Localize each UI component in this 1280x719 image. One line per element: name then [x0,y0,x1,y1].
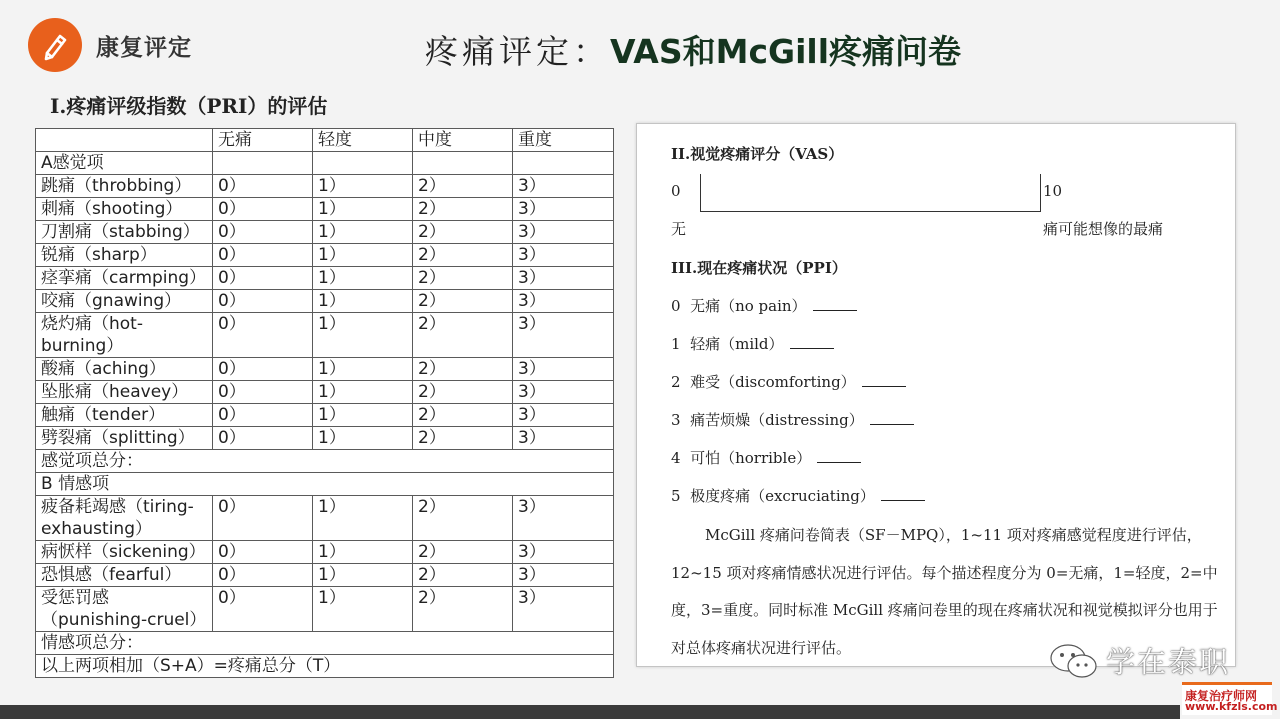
vas-max-label: 痛可能想像的最痛 [1043,220,1164,238]
site-badge [1182,682,1278,715]
ppi-item: 4 可怕（horrible） [671,447,861,468]
section-row [36,473,614,496]
score-cell: 2） [413,313,513,358]
answer-blank [870,424,914,425]
score-cell: 3） [513,496,614,541]
descriptor-cell: 触痛（tender） [36,404,213,427]
descriptor-cell: 痉挛痛（carmping） [36,267,213,290]
score-cell: 3） [513,358,614,381]
descriptor-cell: 跳痛（throbbing） [36,175,213,198]
score-cell: 2） [413,381,513,404]
header-cell: 轻度 [313,129,413,152]
table-row [36,541,614,564]
score-cell: 0） [213,175,313,198]
bottom-bar [0,705,1180,719]
score-cell: 0） [213,358,313,381]
pri-table [35,128,614,678]
header-cell: 重度 [513,129,614,152]
sensory-total: 感觉项总分： [36,450,614,473]
score-cell: 2） [413,198,513,221]
score-cell: 1） [313,427,413,450]
descriptor-cell: 锐痛（sharp） [36,244,213,267]
ppi-item: 0 无痛（no pain） [671,295,857,316]
vas-scale-start [700,174,701,212]
descriptor-cell: 坠胀痛（heavey） [36,381,213,404]
score-cell: 2） [413,244,513,267]
score-cell: 2） [413,427,513,450]
pencil-icon [28,18,82,72]
vas-min-value: 0 [671,182,681,200]
score-cell: 1） [313,198,413,221]
vas-scale-line [700,211,1041,212]
table-row [36,381,614,404]
descriptor-cell: 咬痛（gnawing） [36,290,213,313]
header-cell [36,129,213,152]
score-cell: 3） [513,564,614,587]
brand-logo [28,18,192,72]
score-cell: 0） [213,290,313,313]
score-cell: 0） [213,496,313,541]
score-cell: 2） [413,564,513,587]
section-label-affective: B 情感项 [36,473,614,496]
table-row [36,175,614,198]
answer-blank [790,348,834,349]
page-title [425,26,961,73]
score-cell: 2） [413,358,513,381]
watermark-text: 学在泰职 [1106,645,1231,679]
brand-name: 康复评定 [96,34,192,61]
section-subtitle: Ⅰ.疼痛评级指数（PRI）的评估 [50,94,328,118]
ppi-item: 2 难受（discomforting） [671,371,906,392]
ppi-title: III.现在疼痛状况（PPI） [671,259,847,277]
vas-max-value: 10 [1043,182,1063,200]
score-cell: 2） [413,404,513,427]
score-cell: 1） [313,587,413,632]
score-cell: 3） [513,221,614,244]
badge-title: 康复治疗师网 [1185,689,1258,703]
score-cell: 1） [313,267,413,290]
descriptor-cell: 酸痛（aching） [36,358,213,381]
score-cell: 1） [313,381,413,404]
descriptor-cell: 劈裂痛（splitting） [36,427,213,450]
descriptor-cell: 恐惧感（fearful） [36,564,213,587]
score-cell: 2） [413,496,513,541]
answer-blank [862,386,906,387]
page-title-main: VAS和McGill疼痛问卷 [610,32,962,71]
score-cell: 3） [513,427,614,450]
score-cell: 1） [313,564,413,587]
table-row [36,496,614,541]
score-cell: 3） [513,404,614,427]
score-cell: 2） [413,175,513,198]
score-cell: 2） [413,541,513,564]
score-cell: 3） [513,290,614,313]
score-cell: 1） [313,175,413,198]
descriptor-cell: 病恹样（sickening） [36,541,213,564]
description-text: McGill 疼痛问卷简表（SF－MPQ），1~11 项对疼痛感觉程度进行评估，12~15 项对疼痛情感状况进行评估。每个描述程度分为 0=无痛，1=轻度，2=中度，3=重度。同时标准 McGill 疼痛问卷里的现在疼痛状况和视觉模拟评分也用于对总体疼痛状况进行评估。 [671,526,1218,657]
score-cell: 1） [313,244,413,267]
table-row [36,632,614,655]
grand-total: 以上两项相加（S+A）=疼痛总分（T） [36,655,614,678]
score-cell: 2） [413,290,513,313]
score-cell: 0） [213,381,313,404]
table-row [36,655,614,678]
score-cell: 1） [313,313,413,358]
score-cell: 3） [513,267,614,290]
score-cell: 1） [313,541,413,564]
score-cell: 0） [213,587,313,632]
table-row [36,358,614,381]
header-cell: 中度 [413,129,513,152]
score-cell: 3） [513,313,614,358]
score-cell: 3） [513,381,614,404]
ppi-item: 1 轻痛（mild） [671,333,834,354]
descriptor-cell: 烧灼痛（hot-burning） [36,313,213,358]
score-cell: 1） [313,496,413,541]
descriptor-cell: 受惩罚感（punishing-cruel） [36,587,213,632]
section-label-sensory: A感觉项 [36,152,213,175]
descriptor-cell: 刺痛（shooting） [36,198,213,221]
score-cell: 2） [413,221,513,244]
table-row [36,564,614,587]
score-cell: 0） [213,198,313,221]
score-cell: 3） [513,587,614,632]
score-cell: 0） [213,427,313,450]
table-header-row [36,129,614,152]
watermark [1048,640,1230,681]
score-cell: 0） [213,564,313,587]
table-row [36,221,614,244]
score-cell: 1） [313,290,413,313]
score-cell: 1） [313,358,413,381]
score-cell: 2） [413,587,513,632]
score-cell: 1） [313,404,413,427]
vas-min-label: 无 [671,220,687,238]
score-cell: 0） [213,267,313,290]
score-cell: 1） [313,221,413,244]
score-cell: 0） [213,404,313,427]
table-row [36,290,614,313]
vas-title: II.视觉疼痛评分（VAS） [671,145,844,163]
wechat-icon [1048,641,1100,681]
table-row [36,267,614,290]
score-cell: 0） [213,244,313,267]
table-row [36,427,614,450]
score-cell: 3） [513,541,614,564]
header-cell: 无痛 [213,129,313,152]
answer-blank [813,310,857,311]
answer-blank [817,462,861,463]
table-row [36,313,614,358]
table-row [36,587,614,632]
descriptor-cell: 疲备耗竭感（tiring-exhausting） [36,496,213,541]
score-cell: 0） [213,541,313,564]
table-row [36,450,614,473]
section-row [36,152,614,175]
vas-scale-end [1040,174,1041,212]
score-cell: 0） [213,221,313,244]
score-cell: 0） [213,313,313,358]
ppi-item: 5 极度疼痛（excruciating） [671,485,925,506]
badge-url: www.kfzls.com [1185,700,1278,713]
ppi-item: 3 痛苦烦燥（distressing） [671,409,914,430]
score-cell: 3） [513,244,614,267]
page-title-prefix: 疼痛评定： [425,32,610,71]
questionnaire-panel [636,123,1236,667]
table-row [36,244,614,267]
score-cell: 2） [413,267,513,290]
table-row [36,198,614,221]
answer-blank [881,500,925,501]
table-row [36,404,614,427]
score-cell: 3） [513,175,614,198]
affective-total: 情感项总分： [36,632,614,655]
descriptor-cell: 刀割痛（stabbing） [36,221,213,244]
score-cell: 3） [513,198,614,221]
